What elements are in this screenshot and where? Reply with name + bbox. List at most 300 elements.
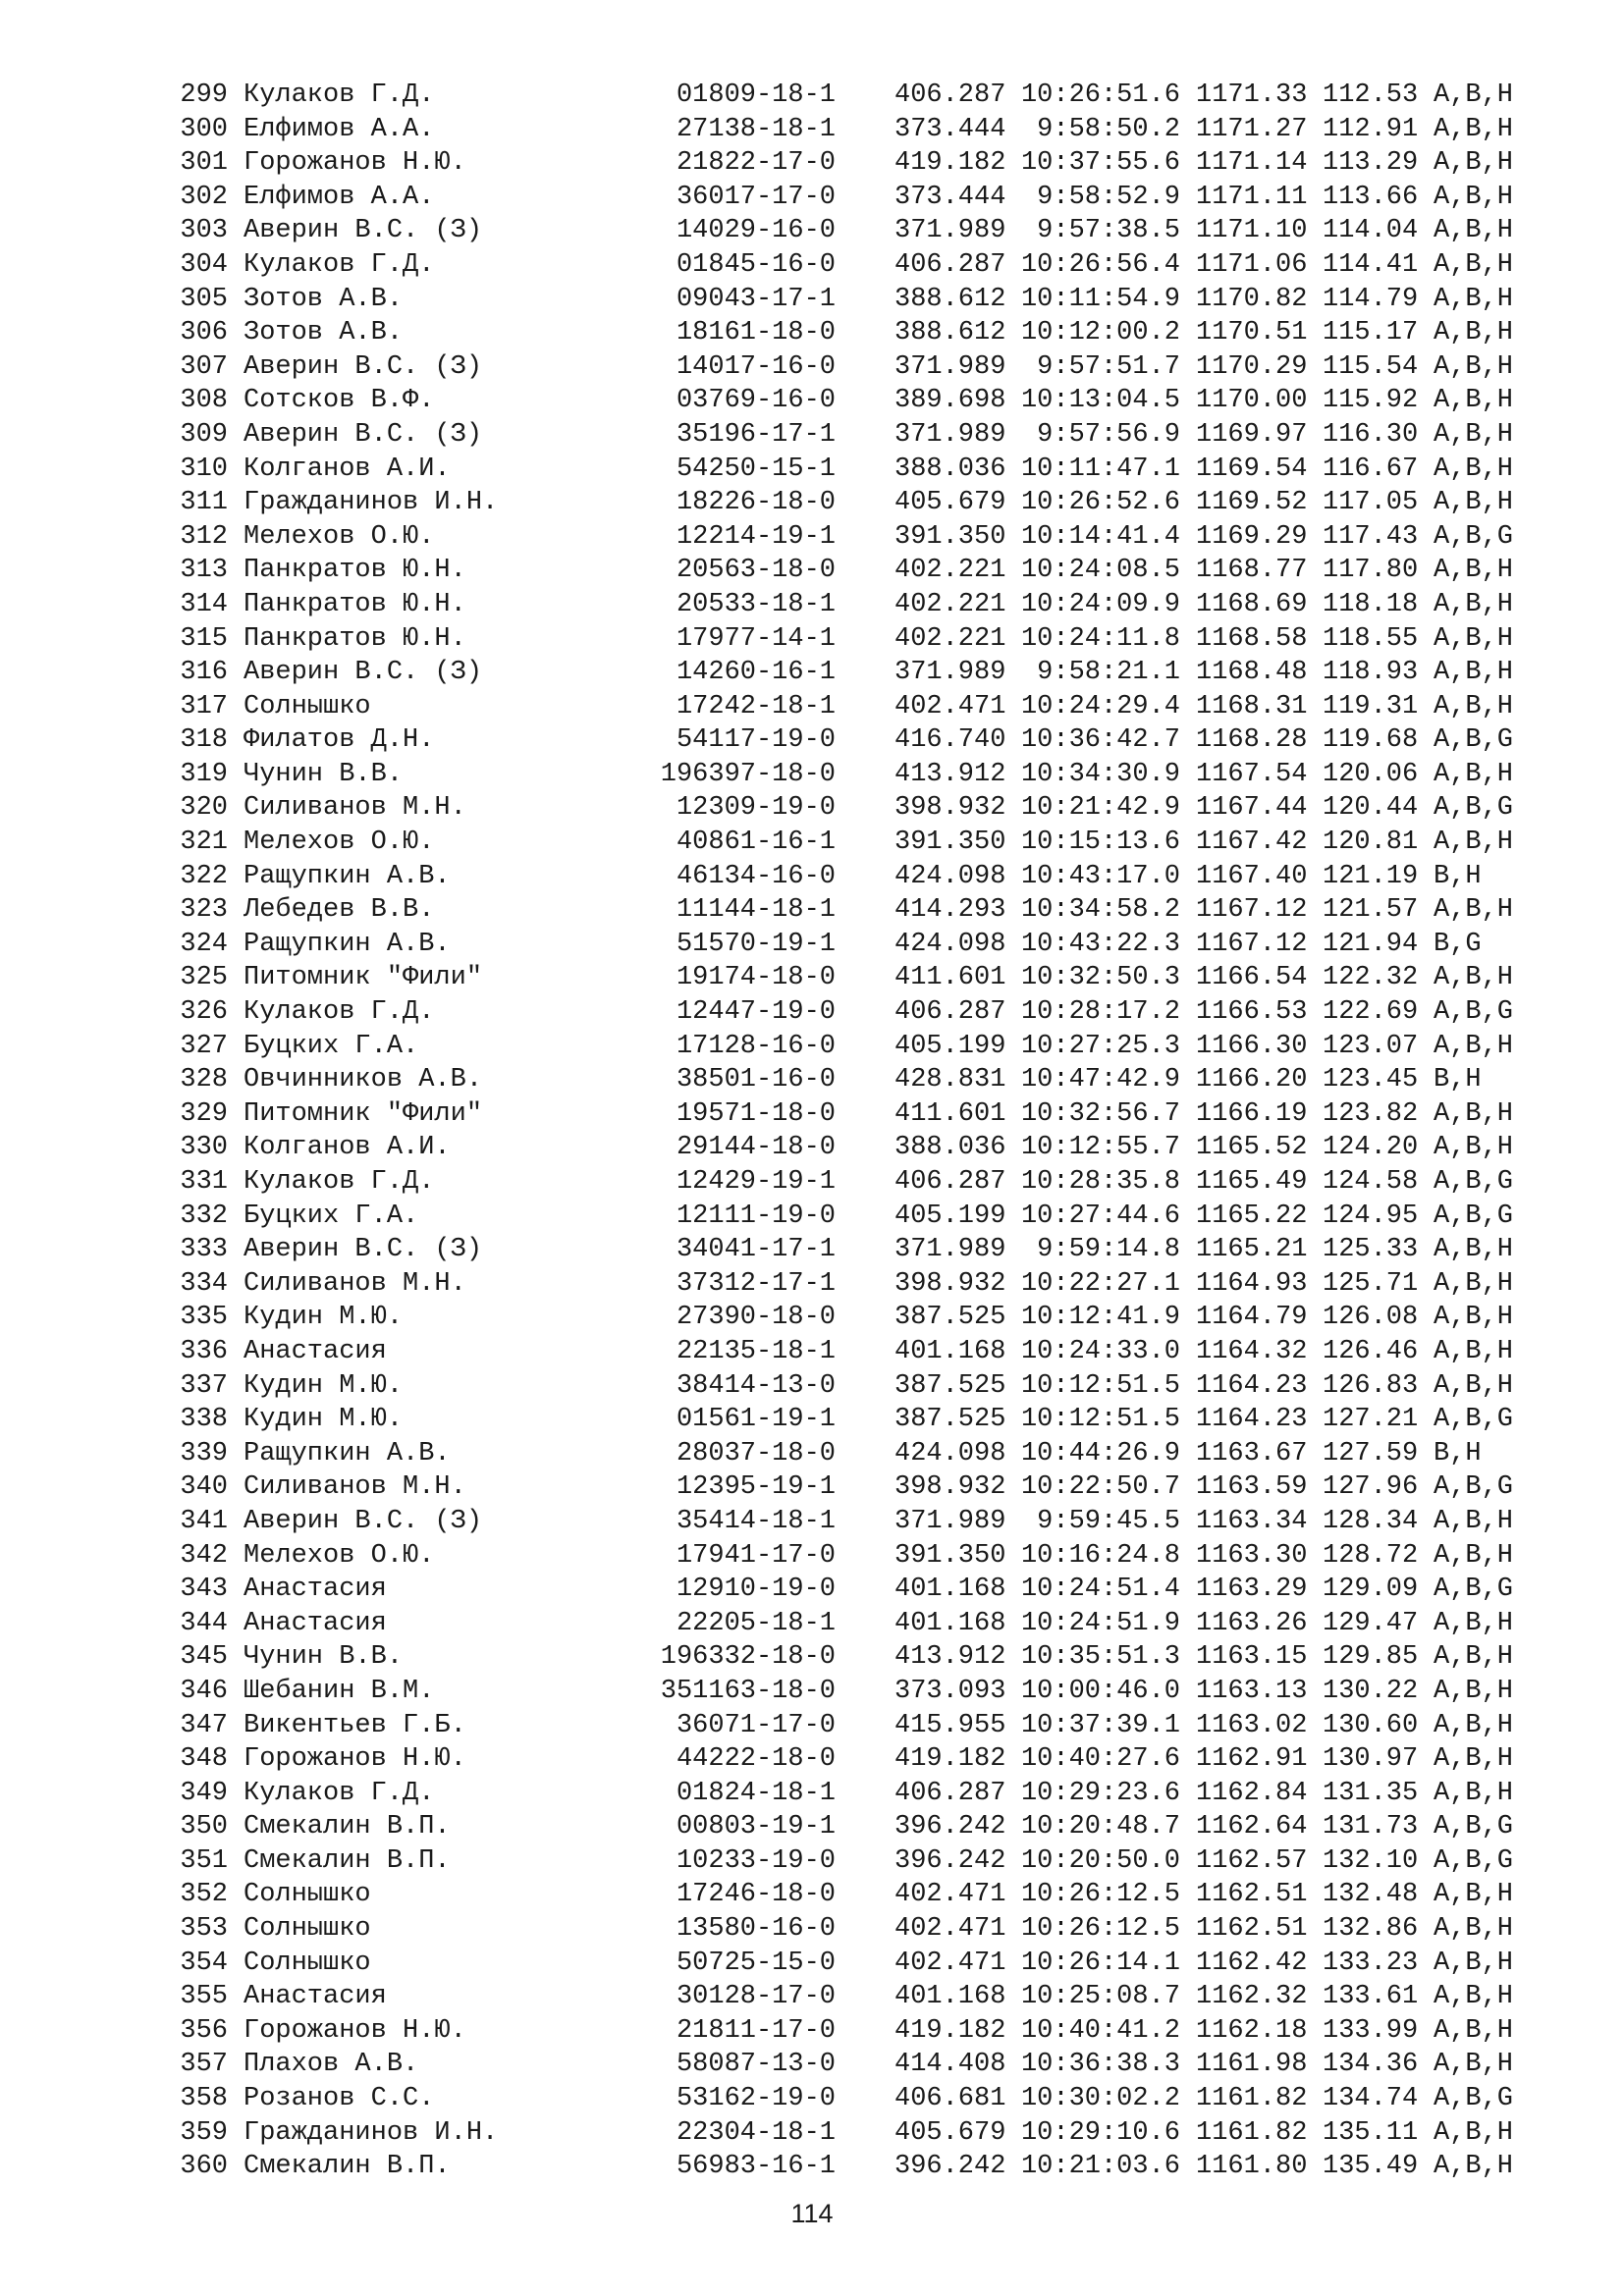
- coefficient: 134.36: [1323, 2050, 1419, 2080]
- competition-flags: A,B,H: [1434, 1914, 1514, 1945]
- speed: 1168.69: [1196, 589, 1308, 619]
- ring-number: 12395-19-1: [676, 1472, 836, 1503]
- speed: 1163.67: [1196, 1438, 1308, 1468]
- distance: 402.471: [894, 1948, 1006, 1978]
- ring-number: 14017-16-0: [676, 351, 836, 382]
- coefficient: 112.91: [1323, 114, 1419, 144]
- distance: 406.287: [894, 1167, 1006, 1197]
- arrival-time: 10:32:50.3: [1020, 963, 1180, 993]
- placement: 340: [180, 1472, 228, 1503]
- placement: 316: [180, 658, 228, 688]
- placement: 332: [180, 1201, 228, 1231]
- ring-number: 10233-19-0: [676, 1845, 836, 1876]
- distance: 428.831: [894, 1065, 1006, 1095]
- distance: 419.182: [894, 2015, 1006, 2046]
- arrival-time: 10:24:08.5: [1020, 556, 1180, 586]
- placement: 299: [180, 80, 228, 110]
- competition-flags: B,H: [1434, 1065, 1482, 1095]
- coefficient: 120.44: [1323, 793, 1419, 824]
- distance: 424.098: [894, 929, 1006, 959]
- arrival-time: 9:57:56.9: [1037, 419, 1180, 450]
- ring-number: 00803-19-1: [676, 1812, 836, 1842]
- speed: 1169.54: [1196, 454, 1308, 484]
- placement: 330: [180, 1133, 228, 1163]
- placement: 351: [180, 1845, 228, 1876]
- speed: 1161.82: [1196, 2117, 1308, 2148]
- table-row: [155, 758, 1591, 792]
- table-row: [155, 1810, 1591, 1844]
- placement: 342: [180, 1540, 228, 1571]
- speed: 1171.06: [1196, 249, 1308, 280]
- coefficient: 131.73: [1323, 1812, 1419, 1842]
- ring-number: 46134-16-0: [676, 861, 836, 891]
- coefficient: 123.82: [1323, 1098, 1419, 1129]
- ring-number: 30128-17-0: [676, 1982, 836, 2012]
- fancier-name: Панкратов Ю.Н.: [244, 556, 466, 586]
- coefficient: 121.57: [1323, 895, 1419, 926]
- placement: 312: [180, 521, 228, 552]
- distance: 401.168: [894, 1336, 1006, 1366]
- coefficient: 121.19: [1323, 861, 1419, 891]
- coefficient: 117.43: [1323, 521, 1419, 552]
- speed: 1163.59: [1196, 1472, 1308, 1503]
- competition-flags: A,B,H: [1434, 216, 1514, 246]
- distance: 405.679: [894, 2117, 1006, 2148]
- competition-flags: A,B,H: [1434, 318, 1514, 348]
- fancier-name: Колганов А.И.: [244, 1133, 451, 1163]
- placement: 331: [180, 1167, 228, 1197]
- competition-flags: A,B,H: [1434, 828, 1514, 858]
- speed: 1164.79: [1196, 1303, 1308, 1333]
- competition-flags: A,B,H: [1434, 1778, 1514, 1808]
- ring-number: 17246-18-0: [676, 1880, 836, 1910]
- distance: 416.740: [894, 725, 1006, 756]
- competition-flags: B,G: [1434, 929, 1482, 959]
- ring-number: 19174-18-0: [676, 963, 836, 993]
- ring-number: 11144-18-1: [676, 895, 836, 926]
- fancier-name: Колганов А.И.: [244, 454, 451, 484]
- table-row: [155, 2014, 1591, 2049]
- distance: 391.350: [894, 828, 1006, 858]
- speed: 1165.49: [1196, 1167, 1308, 1197]
- arrival-time: 10:20:48.7: [1020, 1812, 1180, 1842]
- fancier-name: Аверин В.С. (З): [244, 658, 483, 688]
- distance: 371.989: [894, 351, 1006, 382]
- distance: 387.525: [894, 1405, 1006, 1435]
- speed: 1163.15: [1196, 1642, 1308, 1673]
- ring-number: 38501-16-0: [676, 1065, 836, 1095]
- page-number: 114: [790, 2199, 834, 2228]
- fancier-name: Анастасия: [244, 1336, 387, 1366]
- coefficient: 118.93: [1323, 658, 1419, 688]
- distance: 373.444: [894, 182, 1006, 212]
- placement: 317: [180, 691, 228, 721]
- coefficient: 119.68: [1323, 725, 1419, 756]
- speed: 1167.40: [1196, 861, 1308, 891]
- fancier-name: Шебанин В.М.: [244, 1676, 435, 1706]
- arrival-time: 10:22:50.7: [1020, 1472, 1180, 1503]
- distance: 419.182: [894, 148, 1006, 179]
- fancier-name: Елфимов А.А.: [244, 182, 435, 212]
- table-row: [155, 1131, 1591, 1165]
- speed: 1162.91: [1196, 1744, 1308, 1775]
- coefficient: 115.17: [1323, 318, 1419, 348]
- ring-number: 44222-18-0: [676, 1744, 836, 1775]
- coefficient: 126.83: [1323, 1370, 1419, 1401]
- speed: 1166.53: [1196, 997, 1308, 1028]
- distance: 405.199: [894, 1201, 1006, 1231]
- table-row: [155, 1912, 1591, 1947]
- fancier-name: Викентьев Г.Б.: [244, 1710, 466, 1740]
- coefficient: 123.45: [1323, 1065, 1419, 1095]
- arrival-time: 10:26:56.4: [1020, 249, 1180, 280]
- arrival-time: 10:11:54.9: [1020, 284, 1180, 314]
- table-row: [155, 1097, 1591, 1132]
- distance: 402.471: [894, 1880, 1006, 1910]
- ring-number: 27138-18-1: [676, 114, 836, 144]
- ring-number: 51570-19-1: [676, 929, 836, 959]
- placement: 303: [180, 216, 228, 246]
- coefficient: 135.49: [1323, 2152, 1419, 2182]
- coefficient: 124.58: [1323, 1167, 1419, 1197]
- fancier-name: Панкратов Ю.Н.: [244, 589, 466, 619]
- fancier-name: Филатов Д.Н.: [244, 725, 435, 756]
- fancier-name: Ращупкин А.В.: [244, 1438, 451, 1468]
- fancier-name: Кулаков Г.Д.: [244, 997, 435, 1028]
- arrival-time: 10:15:13.6: [1020, 828, 1180, 858]
- ring-number: 12429-19-1: [676, 1167, 836, 1197]
- distance: 402.471: [894, 691, 1006, 721]
- distance: 402.221: [894, 556, 1006, 586]
- coefficient: 127.21: [1323, 1405, 1419, 1435]
- competition-flags: A,B,H: [1434, 454, 1514, 484]
- speed: 1168.58: [1196, 623, 1308, 654]
- table-row: [155, 1335, 1591, 1369]
- competition-flags: A,B,H: [1434, 1303, 1514, 1333]
- speed: 1167.42: [1196, 828, 1308, 858]
- fancier-name: Силиванов М.Н.: [244, 793, 466, 824]
- speed: 1168.48: [1196, 658, 1308, 688]
- arrival-time: 10:36:38.3: [1020, 2050, 1180, 2080]
- coefficient: 114.04: [1323, 216, 1419, 246]
- distance: 387.525: [894, 1303, 1006, 1333]
- ring-number: 56983-16-1: [676, 2152, 836, 2182]
- coefficient: 130.60: [1323, 1710, 1419, 1740]
- competition-flags: A,B,H: [1434, 1098, 1514, 1129]
- placement: 308: [180, 386, 228, 416]
- placement: 339: [180, 1438, 228, 1468]
- coefficient: 129.09: [1323, 1575, 1419, 1605]
- speed: 1162.57: [1196, 1845, 1308, 1876]
- fancier-name: Кулаков Г.Д.: [244, 249, 435, 280]
- distance: 415.955: [894, 1710, 1006, 1740]
- fancier-name: Лебедев В.В.: [244, 895, 435, 926]
- speed: 1171.11: [1196, 182, 1308, 212]
- coefficient: 133.99: [1323, 2015, 1419, 2046]
- fancier-name: Буцких Г.А.: [244, 1201, 419, 1231]
- placement: 328: [180, 1065, 228, 1095]
- coefficient: 114.79: [1323, 284, 1419, 314]
- table-row: [155, 1947, 1591, 1981]
- placement: 318: [180, 725, 228, 756]
- coefficient: 120.81: [1323, 828, 1419, 858]
- distance: 406.287: [894, 997, 1006, 1028]
- competition-flags: A,B,H: [1434, 488, 1514, 518]
- arrival-time: 10:43:22.3: [1020, 929, 1180, 959]
- fancier-name: Елфимов А.А.: [244, 114, 435, 144]
- arrival-time: 9:58:21.1: [1037, 658, 1180, 688]
- placement: 343: [180, 1575, 228, 1605]
- distance: 388.612: [894, 284, 1006, 314]
- coefficient: 113.66: [1323, 182, 1419, 212]
- ring-number: 27390-18-0: [676, 1303, 836, 1333]
- fancier-name: Горожанов Н.Ю.: [244, 1744, 466, 1775]
- arrival-time: 10:12:41.9: [1020, 1303, 1180, 1333]
- coefficient: 118.55: [1323, 623, 1419, 654]
- table-row: [155, 418, 1591, 453]
- distance: 413.912: [894, 759, 1006, 789]
- placement: 360: [180, 2152, 228, 2182]
- fancier-name: Аверин В.С. (З): [244, 216, 483, 246]
- competition-flags: A,B,G: [1434, 793, 1514, 824]
- competition-flags: A,B,G: [1434, 2084, 1514, 2114]
- arrival-time: 9:59:14.8: [1037, 1235, 1180, 1265]
- ring-number: 196397-18-0: [660, 759, 836, 789]
- arrival-time: 10:13:04.5: [1020, 386, 1180, 416]
- table-row: [155, 588, 1591, 622]
- ring-number: 196332-18-0: [660, 1642, 836, 1673]
- placement: 347: [180, 1710, 228, 1740]
- ring-number: 40861-16-1: [676, 828, 836, 858]
- arrival-time: 10:40:41.2: [1020, 2015, 1180, 2046]
- placement: 345: [180, 1642, 228, 1673]
- coefficient: 116.30: [1323, 419, 1419, 450]
- competition-flags: A,B,H: [1434, 759, 1514, 789]
- fancier-name: Ращупкин А.В.: [244, 861, 451, 891]
- distance: 396.242: [894, 2152, 1006, 2182]
- distance: 388.612: [894, 318, 1006, 348]
- speed: 1170.82: [1196, 284, 1308, 314]
- speed: 1164.23: [1196, 1370, 1308, 1401]
- competition-flags: A,B,H: [1434, 284, 1514, 314]
- coefficient: 120.06: [1323, 759, 1419, 789]
- coefficient: 125.71: [1323, 1268, 1419, 1299]
- distance: 396.242: [894, 1812, 1006, 1842]
- arrival-time: 10:25:08.7: [1020, 1982, 1180, 2012]
- placement: 327: [180, 1031, 228, 1061]
- competition-flags: A,B,G: [1434, 1167, 1514, 1197]
- arrival-time: 9:59:45.5: [1037, 1506, 1180, 1536]
- competition-flags: A,B,H: [1434, 2117, 1514, 2148]
- distance: 391.350: [894, 521, 1006, 552]
- speed: 1162.32: [1196, 1982, 1308, 2012]
- speed: 1171.27: [1196, 114, 1308, 144]
- table-row: [155, 2082, 1591, 2116]
- speed: 1169.52: [1196, 488, 1308, 518]
- arrival-time: 10:16:24.8: [1020, 1540, 1180, 1571]
- speed: 1162.64: [1196, 1812, 1308, 1842]
- distance: 373.444: [894, 114, 1006, 144]
- fancier-name: Плахов А.В.: [244, 2050, 419, 2080]
- placement: 300: [180, 114, 228, 144]
- arrival-time: 10:12:55.7: [1020, 1133, 1180, 1163]
- arrival-time: 10:24:29.4: [1020, 691, 1180, 721]
- ring-number: 17977-14-1: [676, 623, 836, 654]
- coefficient: 128.72: [1323, 1540, 1419, 1571]
- distance: 402.221: [894, 623, 1006, 654]
- ring-number: 17941-17-0: [676, 1540, 836, 1571]
- ring-number: 01561-19-1: [676, 1405, 836, 1435]
- arrival-time: 10:24:11.8: [1020, 623, 1180, 654]
- ring-number: 58087-13-0: [676, 2050, 836, 2080]
- competition-flags: A,B,H: [1434, 1336, 1514, 1366]
- ring-number: 03769-16-0: [676, 386, 836, 416]
- fancier-name: Мелехов О.Ю.: [244, 1540, 435, 1571]
- table-row: [155, 1844, 1591, 1879]
- placement: 337: [180, 1370, 228, 1401]
- competition-flags: A,B,G: [1434, 725, 1514, 756]
- distance: 371.989: [894, 216, 1006, 246]
- ring-number: 21811-17-0: [676, 2015, 836, 2046]
- competition-flags: A,B,H: [1434, 2015, 1514, 2046]
- distance: 387.525: [894, 1370, 1006, 1401]
- ring-number: 28037-18-0: [676, 1438, 836, 1468]
- fancier-name: Кулаков Г.Д.: [244, 1778, 435, 1808]
- fancier-name: Солнышко: [244, 1914, 371, 1945]
- ring-number: 37312-17-1: [676, 1268, 836, 1299]
- distance: 405.199: [894, 1031, 1006, 1061]
- placement: 355: [180, 1982, 228, 2012]
- arrival-time: 10:27:44.6: [1020, 1201, 1180, 1231]
- placement: 305: [180, 284, 228, 314]
- placement: 310: [180, 454, 228, 484]
- ring-number: 14029-16-0: [676, 216, 836, 246]
- table-row: [155, 1777, 1591, 1811]
- coefficient: 134.74: [1323, 2084, 1419, 2114]
- table-row: [155, 384, 1591, 418]
- placement: 311: [180, 488, 228, 518]
- table-row: [155, 893, 1591, 928]
- arrival-time: 10:28:17.2: [1020, 997, 1180, 1028]
- arrival-time: 9:58:52.9: [1037, 182, 1180, 212]
- ring-number: 18161-18-0: [676, 318, 836, 348]
- competition-flags: A,B,H: [1434, 1880, 1514, 1910]
- arrival-time: 10:22:27.1: [1020, 1268, 1180, 1299]
- ring-number: 34041-17-1: [676, 1235, 836, 1265]
- distance: 398.932: [894, 793, 1006, 824]
- speed: 1161.80: [1196, 2152, 1308, 2182]
- ring-number: 20563-18-0: [676, 556, 836, 586]
- fancier-name: Аверин В.С. (З): [244, 351, 483, 382]
- placement: 348: [180, 1744, 228, 1775]
- arrival-time: 10:40:27.6: [1020, 1744, 1180, 1775]
- distance: 419.182: [894, 1744, 1006, 1775]
- arrival-time: 10:47:42.9: [1020, 1065, 1180, 1095]
- speed: 1170.29: [1196, 351, 1308, 382]
- speed: 1171.33: [1196, 80, 1308, 110]
- placement: 302: [180, 182, 228, 212]
- ring-number: 12447-19-0: [676, 997, 836, 1028]
- competition-flags: A,B,H: [1434, 386, 1514, 416]
- coefficient: 135.11: [1323, 2117, 1419, 2148]
- distance: 371.989: [894, 1506, 1006, 1536]
- distance: 391.350: [894, 1540, 1006, 1571]
- table-row: [155, 1403, 1591, 1437]
- ring-number: 38414-13-0: [676, 1370, 836, 1401]
- ring-number: 21822-17-0: [676, 148, 836, 179]
- speed: 1163.26: [1196, 1608, 1308, 1638]
- fancier-name: Гражданинов И.Н.: [244, 488, 499, 518]
- competition-flags: A,B,H: [1434, 1370, 1514, 1401]
- table-row: [155, 146, 1591, 181]
- arrival-time: 10:44:26.9: [1020, 1438, 1180, 1468]
- arrival-time: 10:26:51.6: [1020, 80, 1180, 110]
- speed: 1163.34: [1196, 1506, 1308, 1536]
- competition-flags: A,B,H: [1434, 1710, 1514, 1740]
- table-row: [155, 554, 1591, 588]
- ring-number: 14260-16-1: [676, 658, 836, 688]
- coefficient: 115.54: [1323, 351, 1419, 382]
- speed: 1163.30: [1196, 1540, 1308, 1571]
- arrival-time: 10:12:51.5: [1020, 1370, 1180, 1401]
- ring-number: 35196-17-1: [676, 419, 836, 450]
- coefficient: 115.92: [1323, 386, 1419, 416]
- speed: 1167.12: [1196, 895, 1308, 926]
- fancier-name: Солнышко: [244, 691, 371, 721]
- distance: 398.932: [894, 1268, 1006, 1299]
- speed: 1165.22: [1196, 1201, 1308, 1231]
- coefficient: 127.96: [1323, 1472, 1419, 1503]
- fancier-name: Горожанов Н.Ю.: [244, 148, 466, 179]
- speed: 1161.98: [1196, 2050, 1308, 2080]
- table-row: [155, 1200, 1591, 1234]
- placement: 315: [180, 623, 228, 654]
- speed: 1162.18: [1196, 2015, 1308, 2046]
- arrival-time: 10:26:52.6: [1020, 488, 1180, 518]
- competition-flags: A,B,H: [1434, 1948, 1514, 1978]
- fancier-name: Панкратов Ю.Н.: [244, 623, 466, 654]
- ring-number: 19571-18-0: [676, 1098, 836, 1129]
- placement: 326: [180, 997, 228, 1028]
- fancier-name: Аверин В.С. (З): [244, 1235, 483, 1265]
- coefficient: 116.67: [1323, 454, 1419, 484]
- fancier-name: Смекалин В.П.: [244, 1812, 451, 1842]
- speed: 1162.42: [1196, 1948, 1308, 1978]
- competition-flags: A,B,H: [1434, 1506, 1514, 1536]
- coefficient: 118.18: [1323, 589, 1419, 619]
- coefficient: 133.61: [1323, 1982, 1419, 2012]
- table-row: [155, 1505, 1591, 1539]
- distance: 388.036: [894, 1133, 1006, 1163]
- fancier-name: Зотов А.В.: [244, 284, 404, 314]
- table-row: [155, 1301, 1591, 1335]
- competition-flags: A,B,H: [1434, 2152, 1514, 2182]
- fancier-name: Сотсков В.Ф.: [244, 386, 435, 416]
- table-row: [155, 928, 1591, 962]
- placement: 333: [180, 1235, 228, 1265]
- fancier-name: Солнышко: [244, 1948, 371, 1978]
- ring-number: 13580-16-0: [676, 1914, 836, 1945]
- speed: 1168.77: [1196, 556, 1308, 586]
- competition-flags: A,B,G: [1434, 1575, 1514, 1605]
- table-row: [155, 656, 1591, 690]
- speed: 1167.54: [1196, 759, 1308, 789]
- arrival-time: 10:12:51.5: [1020, 1405, 1180, 1435]
- table-row: [155, 248, 1591, 283]
- arrival-time: 10:26:12.5: [1020, 1880, 1180, 1910]
- arrival-time: 10:37:55.6: [1020, 148, 1180, 179]
- speed: 1166.19: [1196, 1098, 1308, 1129]
